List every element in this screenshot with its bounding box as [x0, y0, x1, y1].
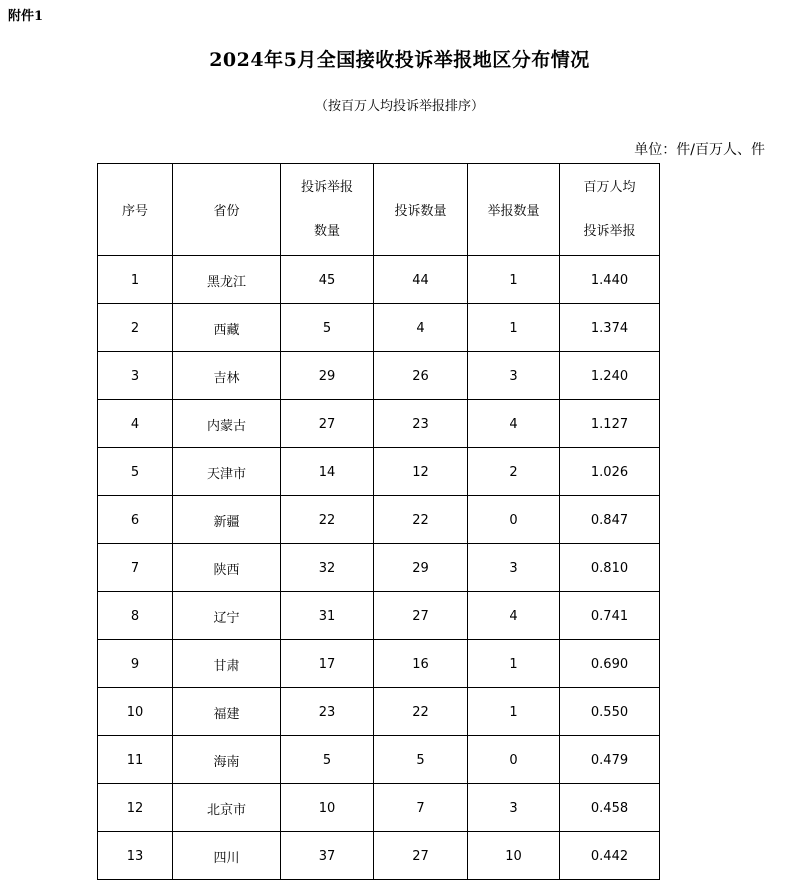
table-header-row — [98, 164, 660, 256]
cell-rank: 10 — [98, 688, 173, 736]
cell-province: 甘肃 — [173, 640, 281, 688]
cell-reports: 4 — [468, 400, 560, 448]
cell-total: 17 — [281, 640, 374, 688]
cell-per-million: 0.550 — [560, 688, 660, 736]
table-row — [98, 592, 660, 640]
cell-rank: 13 — [98, 832, 173, 880]
attachment-label: 附件1 — [8, 9, 44, 24]
cell-per-million: 1.440 — [560, 256, 660, 304]
cell-total: 27 — [281, 400, 374, 448]
cell-complaints: 22 — [374, 688, 468, 736]
cell-total: 5 — [281, 736, 374, 784]
table-row — [98, 688, 660, 736]
header-total — [281, 164, 374, 256]
table-row — [98, 400, 660, 448]
table-row — [98, 832, 660, 880]
table-row — [98, 352, 660, 400]
cell-reports: 1 — [468, 256, 560, 304]
header-total-line1: 投诉举报 — [300, 179, 353, 195]
unit-note: 单位：件/百万人、件 — [634, 142, 765, 158]
cell-total: 32 — [281, 544, 374, 592]
cell-province: 海南 — [173, 736, 281, 784]
cell-total: 45 — [281, 256, 374, 304]
cell-total: 5 — [281, 304, 374, 352]
cell-rank: 12 — [98, 784, 173, 832]
cell-per-million: 0.479 — [560, 736, 660, 784]
cell-complaints: 27 — [374, 832, 468, 880]
cell-reports: 3 — [468, 544, 560, 592]
cell-reports: 1 — [468, 304, 560, 352]
cell-per-million: 0.458 — [560, 784, 660, 832]
cell-total: 10 — [281, 784, 374, 832]
cell-total: 23 — [281, 688, 374, 736]
page-subtitle: （按百万人均投诉举报排序） — [314, 99, 484, 114]
cell-complaints: 7 — [374, 784, 468, 832]
cell-reports: 2 — [468, 448, 560, 496]
cell-complaints: 16 — [374, 640, 468, 688]
cell-reports: 1 — [468, 688, 560, 736]
cell-total: 14 — [281, 448, 374, 496]
cell-complaints: 26 — [374, 352, 468, 400]
cell-reports: 0 — [468, 496, 560, 544]
cell-rank: 4 — [98, 400, 173, 448]
table-row — [98, 496, 660, 544]
cell-total: 29 — [281, 352, 374, 400]
header-reports: 举报数量 — [468, 164, 560, 256]
cell-province: 福建 — [173, 688, 281, 736]
cell-complaints: 12 — [374, 448, 468, 496]
cell-province: 辽宁 — [173, 592, 281, 640]
distribution-table — [97, 163, 660, 880]
cell-rank: 9 — [98, 640, 173, 688]
cell-per-million: 1.374 — [560, 304, 660, 352]
table-row — [98, 544, 660, 592]
cell-total: 31 — [281, 592, 374, 640]
header-per-million-line1: 百万人均 — [583, 179, 636, 195]
cell-province: 陕西 — [173, 544, 281, 592]
cell-rank: 3 — [98, 352, 173, 400]
cell-rank: 1 — [98, 256, 173, 304]
page-title: 2024年5月全国接收投诉举报地区分布情况 — [209, 49, 590, 71]
cell-complaints: 27 — [374, 592, 468, 640]
table-row — [98, 736, 660, 784]
cell-rank: 8 — [98, 592, 173, 640]
cell-province: 吉林 — [173, 352, 281, 400]
header-per-million — [560, 164, 660, 256]
cell-reports: 3 — [468, 784, 560, 832]
cell-total: 22 — [281, 496, 374, 544]
cell-province: 北京市 — [173, 784, 281, 832]
table-row — [98, 640, 660, 688]
cell-complaints: 44 — [374, 256, 468, 304]
cell-reports: 0 — [468, 736, 560, 784]
header-total-line2: 数量 — [313, 223, 340, 239]
cell-rank: 5 — [98, 448, 173, 496]
table-row — [98, 256, 660, 304]
header-per-million-line2: 投诉举报 — [583, 223, 636, 239]
cell-per-million: 0.442 — [560, 832, 660, 880]
cell-province: 黑龙江 — [173, 256, 281, 304]
cell-per-million: 0.690 — [560, 640, 660, 688]
cell-reports: 4 — [468, 592, 560, 640]
cell-complaints: 4 — [374, 304, 468, 352]
cell-complaints: 23 — [374, 400, 468, 448]
header-rank: 序号 — [98, 164, 173, 256]
cell-province: 西藏 — [173, 304, 281, 352]
cell-reports: 10 — [468, 832, 560, 880]
cell-province: 四川 — [173, 832, 281, 880]
cell-rank: 6 — [98, 496, 173, 544]
cell-complaints: 29 — [374, 544, 468, 592]
cell-per-million: 1.127 — [560, 400, 660, 448]
cell-province: 天津市 — [173, 448, 281, 496]
cell-reports: 3 — [468, 352, 560, 400]
table-row — [98, 784, 660, 832]
table-row — [98, 304, 660, 352]
cell-complaints: 5 — [374, 736, 468, 784]
cell-per-million: 0.741 — [560, 592, 660, 640]
header-province: 省份 — [173, 164, 281, 256]
cell-rank: 7 — [98, 544, 173, 592]
cell-province: 内蒙古 — [173, 400, 281, 448]
cell-per-million: 0.810 — [560, 544, 660, 592]
cell-total: 37 — [281, 832, 374, 880]
cell-per-million: 0.847 — [560, 496, 660, 544]
cell-per-million: 1.240 — [560, 352, 660, 400]
cell-reports: 1 — [468, 640, 560, 688]
cell-province: 新疆 — [173, 496, 281, 544]
cell-per-million: 1.026 — [560, 448, 660, 496]
cell-complaints: 22 — [374, 496, 468, 544]
header-complaints: 投诉数量 — [374, 164, 468, 256]
cell-rank: 2 — [98, 304, 173, 352]
table-row — [98, 448, 660, 496]
cell-rank: 11 — [98, 736, 173, 784]
